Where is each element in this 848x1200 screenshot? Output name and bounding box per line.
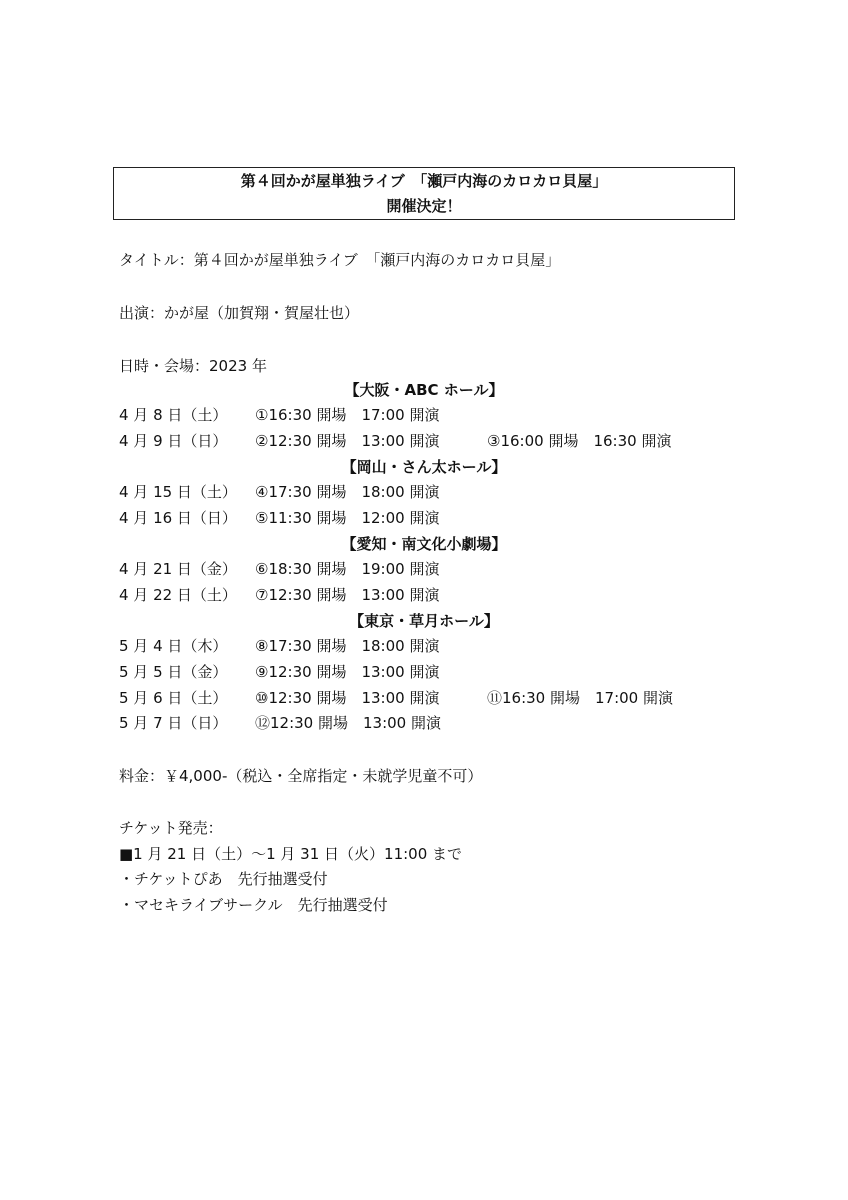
announcement-subtitle: 開催決定！ xyxy=(386,197,462,215)
cast-line: 出演：かが屋（加賀翔・賀屋壮也） xyxy=(119,304,360,322)
venue-heading-okayama: 【岡山・さん太ホール】 xyxy=(341,458,507,476)
datetime-line: 日時・会場：2023 年 xyxy=(119,357,267,375)
schedule-date: 4 月 9 日（日） xyxy=(119,432,228,450)
announcement-title: 第４回かが屋単独ライブ 「瀬戸内海のカロカロ貝屋」 xyxy=(240,172,608,190)
price-line: 料金：￥4,000-（税込・全席指定・未就学児童不可） xyxy=(119,767,483,785)
schedule-slot: ④17:30 開場 18:00 開演 xyxy=(255,483,440,501)
schedule-date: 5 月 7 日（日） xyxy=(119,714,228,732)
schedule-slot: ②12:30 開場 13:00 開演 xyxy=(255,432,440,450)
ticket-period: ■1 月 21 日（土）〜1 月 31 日（火）11:00 まで xyxy=(119,845,463,863)
schedule-slot: ⑪16:30 開場 17:00 開演 xyxy=(487,689,673,707)
schedule-date: 4 月 15 日（土） xyxy=(119,483,237,501)
schedule-slot: ⑩12:30 開場 13:00 開演 xyxy=(255,689,440,707)
schedule-slot: ⑨12:30 開場 13:00 開演 xyxy=(255,663,440,681)
venue-heading-osaka: 【大阪・ABC ホール】 xyxy=(344,381,504,399)
schedule-slot: ⑦12:30 開場 13:00 開演 xyxy=(255,586,440,604)
schedule-slot: ⑧17:30 開場 18:00 開演 xyxy=(255,637,440,655)
ticket-item-maseki: ・マセキライブサークル 先行抽選受付 xyxy=(119,896,388,914)
schedule-slot: ⑥18:30 開場 19:00 開演 xyxy=(255,560,440,578)
schedule-slot: ⑫12:30 開場 13:00 開演 xyxy=(255,714,441,732)
event-title-line: タイトル：第４回かが屋単独ライブ 「瀬戸内海のカロカロ貝屋」 xyxy=(119,251,561,269)
schedule-date: 4 月 22 日（土） xyxy=(119,586,237,604)
ticket-heading: チケット発売： xyxy=(119,819,223,837)
schedule-date: 4 月 8 日（土） xyxy=(119,406,228,424)
schedule-date: 5 月 6 日（土） xyxy=(119,689,228,707)
venue-heading-tokyo: 【東京・草月ホール】 xyxy=(349,612,499,630)
schedule-date: 5 月 5 日（金） xyxy=(119,663,228,681)
schedule-date: 4 月 21 日（金） xyxy=(119,560,237,578)
announcement-title-box xyxy=(113,167,735,220)
venue-heading-aichi: 【愛知・南文化小劇場】 xyxy=(341,535,507,553)
schedule-date: 5 月 4 日（木） xyxy=(119,637,228,655)
schedule-slot: ①16:30 開場 17:00 開演 xyxy=(255,406,440,424)
schedule-slot: ⑤11:30 開場 12:00 開演 xyxy=(255,509,440,527)
schedule-slot: ③16:00 開場 16:30 開演 xyxy=(487,432,672,450)
ticket-item-pia: ・チケットぴあ 先行抽選受付 xyxy=(119,870,328,888)
schedule-date: 4 月 16 日（日） xyxy=(119,509,237,527)
